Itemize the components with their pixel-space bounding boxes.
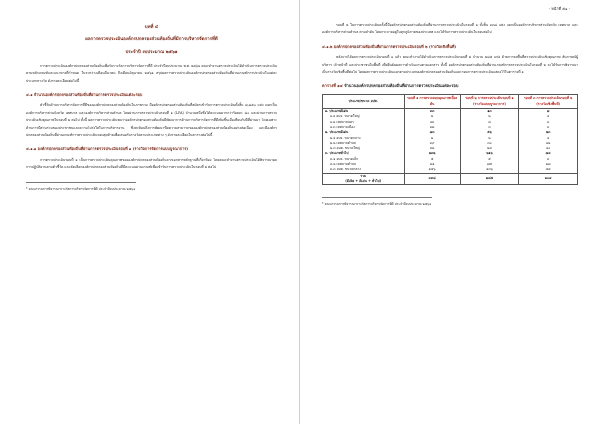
intro-paragraph: การตรวจประเมินองค์กรปกครองส่วนท้องถิ่นเพื่อรับรางวัลการบริหารจัดการที่ดี ประจำปีงบประมาณ พ.ศ. ๒๕๖๑ คณะทำงานตรวจประเมินได้ดำเนินการตรวจประเมินตามหลักเกณฑ์และแนวทางที่กำหนด ในระหว่างเดือนมีนาคม ถึงเดือนมิถุนายน ๒๕๖๑ สรุปผลการตรวจประเมินองค์กรปกครองส่วนท้องถิ่นที่ผ่านเกณฑ์การประเมินในแต่ละประเภทรางวัล ดังรายละเอียดต่อไปนี้ bbox=[26, 63, 277, 83]
table-cell-value: ๑๘ bbox=[404, 125, 460, 130]
table-cell-value: ๒๔ bbox=[460, 146, 519, 151]
table-cell-label: ๒.๒ เทศบาลตำบล bbox=[323, 141, 405, 146]
table-header-type: ประเภท/ขนาด อปท. bbox=[323, 95, 405, 109]
table-cell-value: ๓๓ bbox=[404, 109, 460, 115]
table-cell-value: ๗๓ bbox=[404, 130, 460, 135]
table-cell-value: ๘๑ bbox=[404, 162, 460, 167]
table-cell-value: ๑ bbox=[519, 114, 578, 119]
table-cell-value: ๒ bbox=[404, 114, 460, 119]
table-cell-value: ๑๐ bbox=[519, 146, 578, 151]
table-cell-label: ๑. ประเภทดีเด่น bbox=[323, 109, 405, 115]
table-cell-label: ๓.๒ เทศบาลตำบล bbox=[323, 162, 405, 167]
table-cell-value: ๗ bbox=[519, 109, 578, 115]
chapter-title-line1: ผลการตรวจประเมินองค์กรปกครองส่วนท้องถิ่นที่มีการบริหารจัดการที่ดี bbox=[85, 37, 218, 43]
table-cell-value: ๑๓๖ bbox=[460, 167, 519, 173]
section-4-1-body: ตัวชี้วัดด้านการบริหารจัดการที่ดีขององค์กรปกครองส่วนท้องถิ่นในภาพรวม มีองค์กรปกครองส่วนท้องถิ่นที่สมัครเข้ารับการตรวจประเมินทั้งสิ้น ๗,๘๕๐ แห่ง แยกเป็นองค์การบริหารส่วนจังหวัด เทศบาล และองค์การบริหารส่วนตำบล โดยผ่านการตรวจประเมินรอบที่ ๑ (LPA) จำนวนหนึ่งซึ่งได้คะแนนมากกว่าร้อยละ ๘๐ และผ่านการตรวจประเมินเชิงคุณภาพในรอบที่ ๒ ต่อไป ทั้งนี้ ผลการตรวจประเมินพบว่าองค์กรปกครองส่วนท้องถิ่นมีพัฒนาการด้านการบริหารจัดการที่ดีเพิ่มขึ้นเมื่อเทียบกับปีที่ผ่านมา โดยเฉพาะด้านการมีส่วนร่วมของประชาชนและความโปร่งใสในการบริหารงาน ซึ่งสะท้อนถึงการพัฒนาขีดความสามารถขององค์กรปกครองส่วนท้องถิ่นอย่างต่อเนื่อง และมีองค์กรปกครองส่วนท้องถิ่นที่ผ่านเกณฑ์การตรวจประเมินรอบสุดท้ายเพื่อเสนอรับรางวัลตามประเภทต่าง ๆ ดังรายละเอียดในตารางต่อไปนี้ bbox=[26, 103, 277, 138]
table-cell-value: ๒๑๖ bbox=[460, 151, 519, 156]
table-cell-label: ๒.๓ อบต. ขนาดใหญ่ bbox=[323, 146, 405, 151]
table-cell-value: ๑๓ bbox=[404, 120, 460, 125]
table-cell-label: ๑.๓ เทศบาลเมือง bbox=[323, 125, 405, 130]
table-cell-label: ๑.๑ อบจ. ขนาดใหญ่ bbox=[323, 114, 405, 119]
table-cell-value: ๗๕ bbox=[460, 162, 519, 167]
table-header-round1: รอบที่ ๑ การตรวจสอบคุณภาพเบื้องต้น bbox=[404, 95, 460, 109]
table-cell-label: ๓.๑ อบจ. ขนาดเล็ก bbox=[323, 157, 405, 162]
table-total-row bbox=[323, 173, 578, 185]
table-cell-value: ๓ bbox=[519, 157, 578, 162]
table-cell-value: ๓๒ bbox=[404, 146, 460, 151]
section-4-1-1-body: การตรวจประเมินรอบที่ ๑ เป็นการตรวจประเมินคุณภาพขององค์กรปกครองส่วนท้องถิ่นจากเอกสารหลักฐานที่เกี่ยวข้อง โดยคณะทำงานตรวจประเมินได้พิจารณาผลการปฏิบัติงานตามตัวชี้วัด และคัดเลือกองค์กรปกครองส่วนท้องถิ่นที่มีคะแนนผ่านเกณฑ์เพื่อเข้ารับการตรวจประเมินในรอบที่ ๒ ต่อไป bbox=[26, 157, 277, 170]
table-total-label-line1: รวม bbox=[360, 173, 367, 178]
table-total-label-line2: (ดีเลิศ + ดีเด่น + ทั่วไป) bbox=[345, 178, 382, 183]
table-cell-value: ๕ bbox=[404, 157, 460, 162]
table-header-round2: รอบที่ ๒ การตรวจประเมินรอบที่ ๑ (รางวัลแบบบูรณาการ) bbox=[460, 95, 519, 109]
right-page bbox=[300, 0, 600, 424]
table-cell-value: ๕ bbox=[460, 157, 519, 162]
chapter-title-line2: ประจำปี งบประมาณ ๒๕๖๑ bbox=[125, 49, 178, 55]
footnote: * คณะกรรมการพิจารณารางวัลการบริหารจัดการที่ดี ประจำปีงบประมาณ ๒๕๖๑ bbox=[26, 186, 136, 191]
footnote-rule-right bbox=[322, 197, 432, 198]
table-cell-value: ๓ bbox=[519, 120, 578, 125]
section-4-1-2-body: หลังจากได้ผลการตรวจประเมินรอบที่ ๑ แล้ว คณะทำงานได้ดำเนินการตรวจประเมินรอบที่ ๒ จำนวน ๒๘๕ แห่ง ด้วยการลงพื้นที่ตรวจประเมินเชิงคุณภาพ สัมภาษณ์ผู้บริหาร เจ้าหน้าที่ และประชาชนในพื้นที่ เพื่อยืนยันผลการดำเนินงานตามเอกสาร ทั้งนี้ องค์กรปกครองส่วนท้องถิ่นที่ผ่านเกณฑ์การตรวจประเมินในรอบที่ ๒ จะได้รับการพิจารณาเป็นรางวัลเชิงพื้นที่ต่อไป โดยผลการตรวจประเมินแยกตามประเภทองค์กรปกครองส่วนท้องถิ่นและรอบการตรวจประเมินแสดงไว้ในตารางที่ ๑ bbox=[322, 55, 578, 75]
table-cell-value: ๓๙ bbox=[404, 141, 460, 146]
table-caption-number: ตารางที่ ๑๔ bbox=[322, 83, 343, 89]
table-cell-value: ๒๓๒ bbox=[404, 151, 460, 156]
table-total-label bbox=[323, 173, 405, 185]
table-cell-value: ๒๗ bbox=[519, 162, 578, 167]
table-cell-value: ๒ bbox=[404, 136, 460, 141]
table-total-value: ๒๘๕ bbox=[460, 173, 519, 185]
table-cell-value: ๒ bbox=[460, 136, 519, 141]
table-total-value: ๑๐๔ bbox=[519, 173, 578, 185]
table-cell-value: ๒ bbox=[460, 114, 519, 119]
table-cell-value: ๔๔ bbox=[519, 167, 578, 173]
section-heading-4-1-2: ๔.๑.๒ องค์กรปกครองส่วนท้องถิ่นที่ผ่านการตรวจประเมินรอบที่ ๒ (รางวัลเชิงพื้นที่) bbox=[322, 43, 457, 49]
table-cell-label: ๓.๓ อบต. ขนาดกลาง bbox=[323, 167, 405, 173]
continued-paragraph: รอบที่ ๒ ในการตรวจประเมินครั้งนี้มีองค์กรปกครองส่วนท้องถิ่นที่ผ่านการตรวจประเมินในรอบที่ ๑ ทั้งสิ้น ๓๓๘ แห่ง แยกเป็นองค์การบริหารส่วนจังหวัด เทศบาล และองค์การบริหารส่วนตำบล ตามลำดับ โดยกระจายอยู่ในทุกภูมิภาคของประเทศ และได้รับการตรวจประเมินในรอบต่อไป bbox=[322, 23, 578, 35]
table-cell-value: ๑ bbox=[519, 136, 578, 141]
table-header-round3: รอบที่ ๓ การตรวจประเมินรอบที่ ๒ (รางวัลเชิงพื้นที่) bbox=[519, 95, 578, 109]
table-header-row bbox=[323, 95, 578, 109]
table-cell-label: ๓. ประเภททั่วไป bbox=[323, 151, 405, 156]
table-body bbox=[323, 109, 578, 185]
table-cell-label: ๑.๒ เทศบาลนคร bbox=[323, 120, 405, 125]
table-cell-value: ๑๔๖ bbox=[404, 167, 460, 173]
table-cell-value: ๑๒ bbox=[519, 141, 578, 146]
results-table bbox=[322, 94, 578, 185]
table-cell-value: ๓๐ bbox=[460, 141, 519, 146]
section-heading-4-1-1: ๔.๑.๑ องค์กรปกครองส่วนท้องถิ่นที่ผ่านการตรวจประเมินรอบที่ ๑ (รางวัลการจัดการแบบบูรณาการ) bbox=[26, 146, 189, 152]
table-cell-label: ๒.๑ อบจ. ขนาดกลาง bbox=[323, 136, 405, 141]
table-cell-value: ๗๔ bbox=[519, 151, 578, 156]
table-cell-label: ๒. ประเภทดีเด่น bbox=[323, 130, 405, 135]
table-cell-value: ๑๓ bbox=[460, 109, 519, 115]
section-heading-4-1: ๔.๑ จำนวนองค์กรปกครองส่วนท้องถิ่นที่ผ่านการตรวจประเมินแต่ละรอบ bbox=[26, 92, 143, 97]
table-cell-value: ๘ bbox=[460, 120, 519, 125]
table-caption-text: จำนวนองค์กรปกครองส่วนท้องถิ่นที่ผ่านการตรวจประเมินแต่ละรอบ bbox=[344, 83, 459, 89]
table-cell-value: ๓ bbox=[519, 125, 578, 130]
footnote-right: * คณะกรรมการพิจารณารางวัลการบริหารจัดการที่ดี ประจำปีงบประมาณ ๒๕๖๑ bbox=[322, 202, 432, 207]
table-cell-value: ๒๓ bbox=[519, 130, 578, 135]
table-cell-value: ๕๖ bbox=[460, 130, 519, 135]
table-total-value: ๓๓๘ bbox=[404, 173, 460, 185]
table-caption bbox=[322, 82, 578, 90]
chapter-heading: บทที่ ๔ bbox=[144, 25, 159, 30]
table-cell-value: ๓ bbox=[460, 125, 519, 130]
footnote-rule bbox=[26, 182, 136, 183]
page-number: - หน้าที่ ๕๑ - bbox=[548, 6, 570, 11]
